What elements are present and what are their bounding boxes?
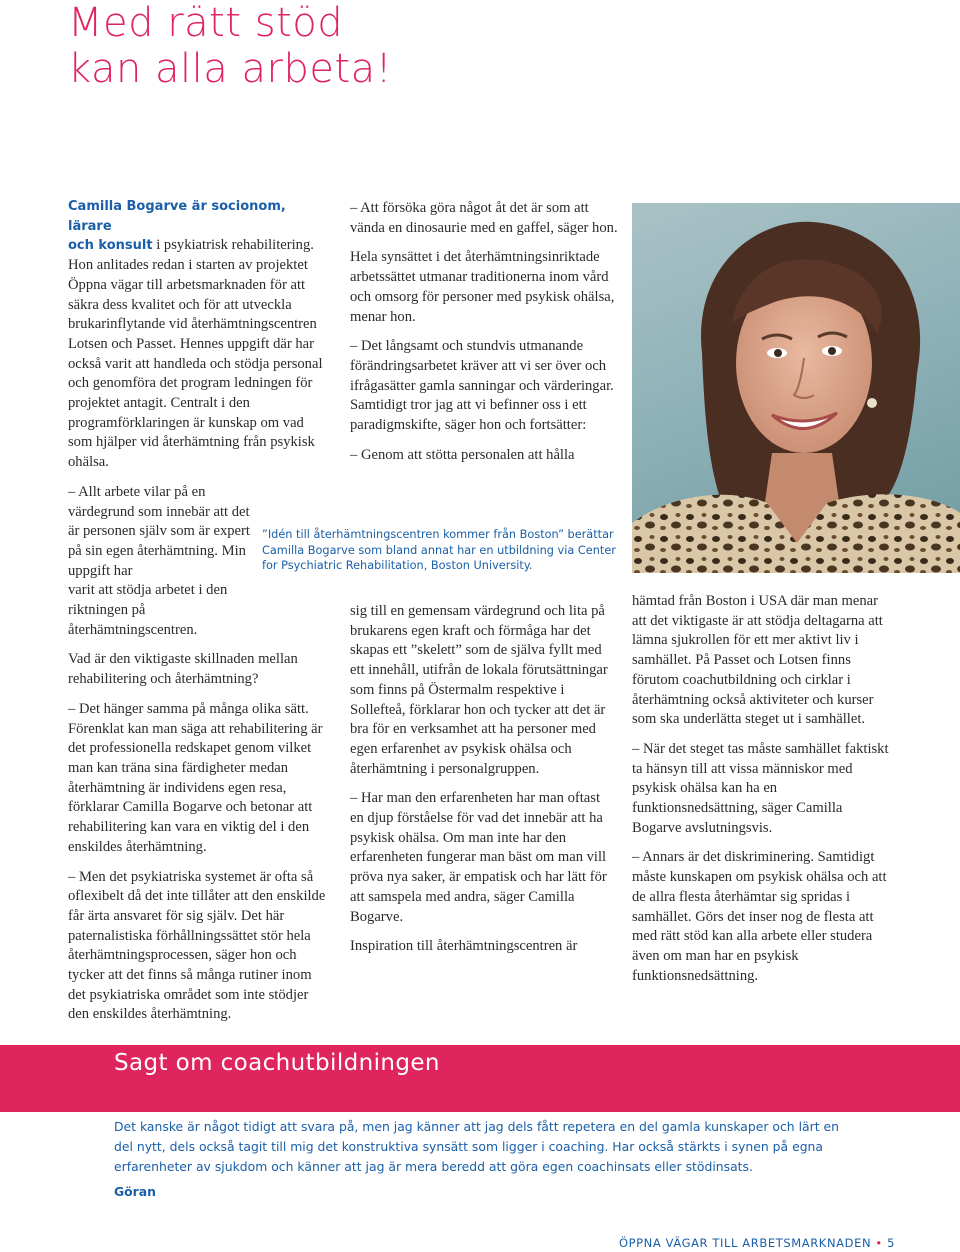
page-footer bbox=[619, 1236, 895, 1250]
portrait-illustration bbox=[632, 203, 960, 573]
intro-paragraph bbox=[68, 197, 326, 473]
page-title-line-1: Med rätt stöd bbox=[68, 0, 344, 46]
paragraph-values-cont: varit att stödja arbetet i den riktningen på återhämtningscentren. bbox=[68, 582, 228, 638]
paragraph-discrimination: – Annars är det diskriminering. Samtidigt måste kunskapen om psykisk ohälsa och att de allra flesta återhämtar sig spridas i samhället. Görs det inser nog de flesta att med rätt stöd kan alla arbete eller studera även om man har en psykisk funktionsnedsättning. bbox=[632, 849, 887, 984]
footer-publication: ÖPPNA VÄGAR TILL ARBETSMARKNADEN bbox=[618, 1236, 872, 1250]
paragraph-values-foundation: sig till en gemensam värdegrund och lita på brukarens egen kraft och förmåga har det skapas ett ”skelett” som de själva fyllt med ett innehåll, utifrån de lokala förutsättningar som finns på Östermalm respektive i Sollefteå, förklarar hon och tycker att det är bra för en verksamhet att ha personer med egen erfarenhet av psykisk ohälsa och återhämtning i personalgruppen. bbox=[350, 603, 608, 777]
paragraph-inspiration: Inspiration till återhämtningscentren är bbox=[350, 938, 578, 955]
paragraph-boston: hämtad från Boston i USA där man menar att det viktigaste är att stödja deltagarna att lämna sjukrollen för ett mer aktivt liv i samhället. På Passet och Lotsen finns förutom coachutbildning och cirklar i återhämtning också aktiviteter och kurser som ska underlätta steget ut i samhället. bbox=[632, 593, 883, 728]
intro-lead-line-2: och konsult bbox=[68, 238, 153, 254]
page-number: 5 bbox=[887, 1236, 895, 1250]
page-title-line-2: kan alla arbeta! bbox=[68, 46, 393, 92]
testimonial-title: Sagt om coachutbildningen bbox=[114, 1050, 440, 1076]
article-column-1 bbox=[68, 197, 326, 1025]
question-paragraph: Vad är den viktigaste skillnaden mellan rehabilitering och återhämtning? bbox=[68, 651, 298, 688]
paragraph-values: – Allt arbete vilar på en värdegrund som innebär att det är personen själv som är expert på sin egen återhämtning. Min uppgift har bbox=[68, 483, 250, 579]
intro-lead-line-1: Camilla Bogarve är socionom, lärare bbox=[68, 199, 286, 234]
footer-bullet: • bbox=[875, 1236, 883, 1250]
testimonial-signature: Göran bbox=[114, 1184, 156, 1199]
article-column-2-top bbox=[350, 199, 618, 465]
paragraph-rehabilitation: – Det hänger samma på många olika sätt. Förenklat kan man säga att rehabilitering är det professionella redskapet genom vilket man kan träna sina färdigheter medan återhämtning är individens egen resa, förklarar Camilla Bogarve och betonar att rehabilitering kan vara en viktig del i den enskildes återhämtning. bbox=[68, 700, 323, 855]
pull-quote: ”Idén till återhämtningscentren kommer från Boston” berättar Camilla Bogarve som bland annat har en utbildning via Center for Psychiatric Rehabilitation, Boston University. bbox=[262, 528, 616, 573]
paragraph-support-staff: – Genom att stötta personalen att hålla bbox=[350, 446, 575, 463]
testimonial-quote: Det kanske är något tidigt att svara på, men jag känner att jag dels fått repetera en del gamla kunskaper och lärt en del nytt, dels också tagit till mig det konstruktiva synsätt som ligger i coaching. Har också stärkts i synen på egna erfarenheter av sjukdom och känner att jag är mera beredd att göra egen coachinsats eller stödinsats. bbox=[114, 1119, 839, 1174]
paragraph-change-work: – Det långsamt och stundvis utmanande förändringsarbetet kräver att vi ser över och ifrågasätter gamla sanningar och värderingar. Samtidigt tror jag att vi befinner oss i ett paradigmskifte, säger hon och fortsätter: bbox=[350, 338, 614, 434]
page-title bbox=[68, 0, 668, 92]
article-column-2-bottom bbox=[350, 602, 608, 957]
paragraph-psychiatric-system: – Men det psykiatriska systemet är ofta så oflexibelt då det inte tillåter att den enskilde får ärta ansvaret för sig själv. Det här paternalistiska förhållningssättet stör hela återhämtningsprocessen, säger hon och tycker att det finns så många rutiner inom det psykiatriska området som inte stödjer den enskildes återhämtning. bbox=[68, 868, 326, 1023]
paragraph-experience: – Har man den erfarenheten har man oftast en djup förståelse för vad det innebär att ha psykisk ohälsa. Om man inte har den erfarenheten fungerar man bäst om man vill pröva nya saker, är empatisk och har lätt för att samspela med andra, säger Camilla Bogarve. bbox=[350, 790, 607, 925]
paragraph-perspective: Hela synsättet i det återhämtningsinriktade arbetssättet utmanar traditionerna inom vård och omsorg för personer med psykisk ohälsa, menar hon. bbox=[350, 249, 615, 325]
paragraph-dinosaur: – Att försöka göra något åt det är som att vända en dinosaurie med en gaffel, säger hon. bbox=[350, 200, 618, 236]
intro-body: i psykiatrisk rehabilitering. Hon anlitades redan i starten av projektet Öppna vägar till arbetsmarknaden för att säkra dess kvalitet och för att utveckla brukarinflytande vid återhämtningscentren Lotsen och Passet. Hennes uppgift där har också varit att handleda och stödja personal och genomföra det program ledningen för projektet antagit. Centralt i den programförklaringen är kunskap om vad som hjälper vid återhämtning från psykisk ohälsa. bbox=[68, 237, 323, 471]
portrait-photo bbox=[632, 203, 960, 573]
paragraph-society: – När det steget tas måste samhället faktiskt ta hänsyn till att vissa människor med psykisk ohälsa kan ha en funktionsnedsättning, säger Camilla Bogarve avslutningsvis. bbox=[632, 740, 889, 836]
article-column-3 bbox=[632, 592, 892, 986]
